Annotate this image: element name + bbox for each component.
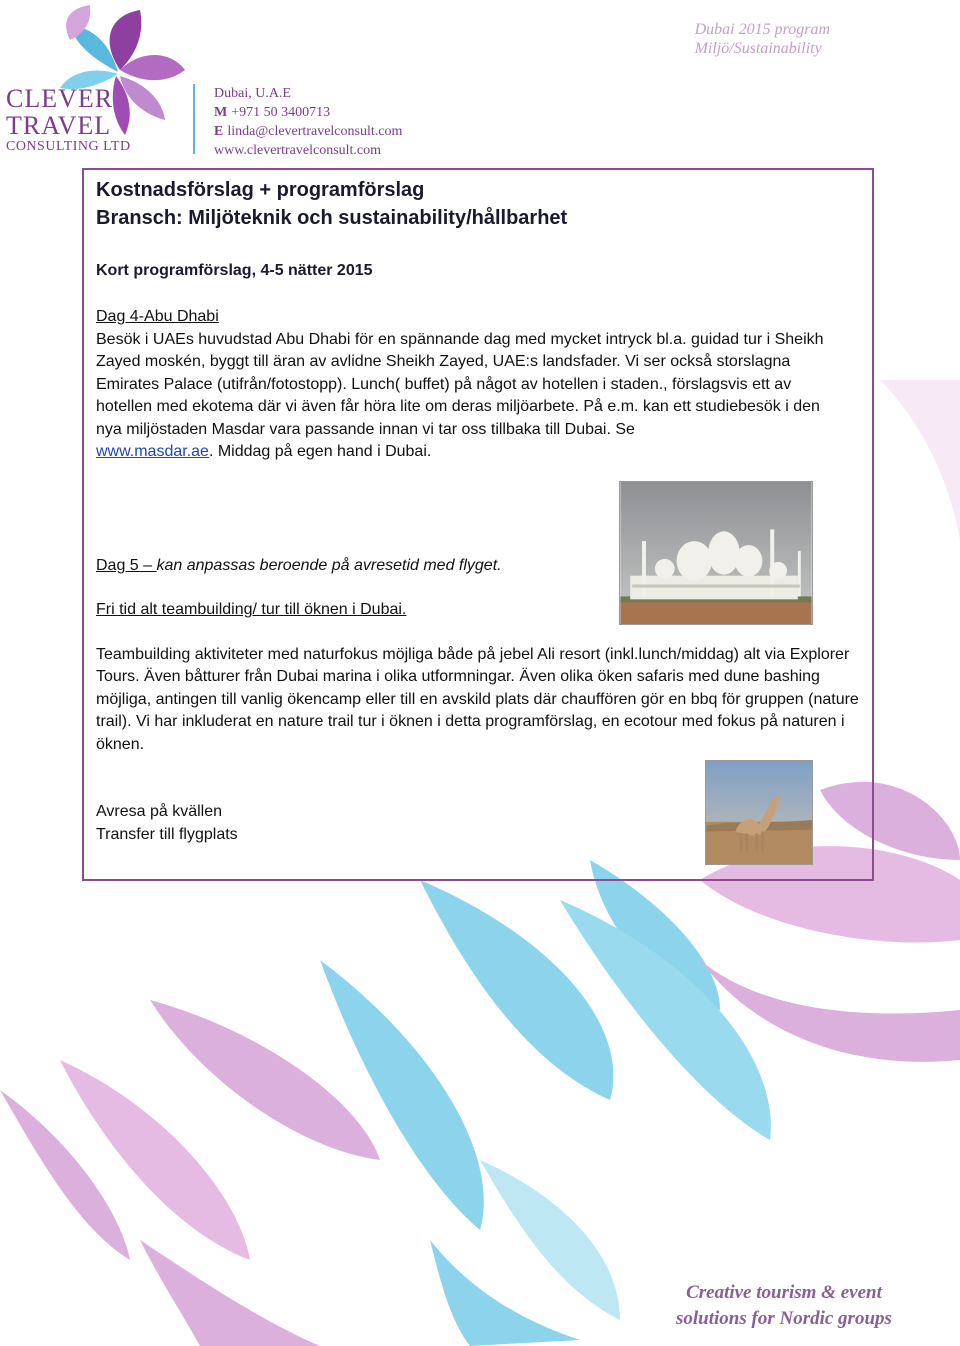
departure-line1: Avresa på kvällen <box>96 803 222 820</box>
day4-text: Besök i UAEs huvudstad Abu Dhabi för en spännande dag med mycket intryck bl.a. guidad tur i Sheikh Zayed moskén, byggt till äran av avlidne Sheikh Zayed, UAE:s landsfader. Vi ser också storslagna Emirates Palace (utifrån/fotostopp). Lunch( buffet) på något av hotellen i staden., förslagsvis ett av hotellen med ekotema där vi även får höra lite om deras miljöarbete. På e.m. kan ett studiebesök i den nya miljöstaden Masdar vara passande innan vi tar oss tillbaka till Dubai. Se <box>96 330 824 438</box>
departure-line2: Transfer till flygplats <box>96 825 238 843</box>
website-link[interactable]: www.clevertravelconsult.com <box>214 143 382 158</box>
email-address[interactable]: linda@clevertravelconsult.com <box>227 124 403 139</box>
tagline-line2: solutions for Nordic groups <box>676 1308 892 1329</box>
title-line2: Bransch: Miljöteknik och sustainability/hållbarhet <box>96 207 568 229</box>
program-title-line1: Dubai 2015 program <box>694 21 830 38</box>
program-title-line2: Miljö/Sustainability <box>694 40 822 57</box>
teambuilding-paragraph: Teambuilding aktiviteter med naturfokus möjliga både på jebel Ali resort (inkl.lunch/middag) alt via Explorer Tours. Även båtturer från Dubai marina i olika utformningar. Även olika öken safaris med dune bashing möjliga, antingen till vanlig ökencamp eller till en avskild plats där chauffören gör en bbq för gruppen (nature trail). Vi har inkluderat en nature trail tur i öknen i detta programförslag, en ecotour med fokus på naturen i öknen. <box>96 645 859 753</box>
email-line <box>214 122 402 141</box>
day5-heading: Dag 5 – <box>96 556 157 574</box>
logo-word-consulting: CONSULTING LTD <box>6 139 131 154</box>
day4-heading: Dag 4-Abu Dhabi <box>96 308 219 325</box>
phone-label: M <box>214 105 228 120</box>
camel-desert-photo <box>705 760 813 865</box>
sheikh-zayed-mosque-photo <box>619 481 813 625</box>
contact-block <box>214 84 402 160</box>
header-divider <box>193 84 195 154</box>
phone-number: +971 50 3400713 <box>231 105 331 120</box>
program-subtitle: Kort programförslag, 4-5 nätter 2015 <box>96 262 373 279</box>
masdar-link[interactable]: www.masdar.ae <box>96 443 209 460</box>
day4-paragraph <box>96 329 831 464</box>
phone-line <box>214 103 402 122</box>
day4-text-end: . Middag på egen hand i Dubai. <box>208 443 432 460</box>
day5-note: kan anpassas beroende på avresetid med flyget. <box>156 556 502 574</box>
email-label: E <box>214 124 224 139</box>
free-time-line: Fri tid alt teambuilding/ tur till öknen i Dubai. <box>96 601 407 618</box>
program-title <box>695 20 830 58</box>
tagline-line1: Creative tourism & event <box>686 1282 882 1303</box>
title-line1: Kostnadsförslag + programförslag <box>96 179 425 201</box>
logo-word-travel: TRAVEL <box>6 111 112 140</box>
footer-tagline <box>676 1280 892 1332</box>
logo-word-clever: CLEVER <box>6 84 114 113</box>
location-text: Dubai, U.A.E <box>214 86 291 101</box>
